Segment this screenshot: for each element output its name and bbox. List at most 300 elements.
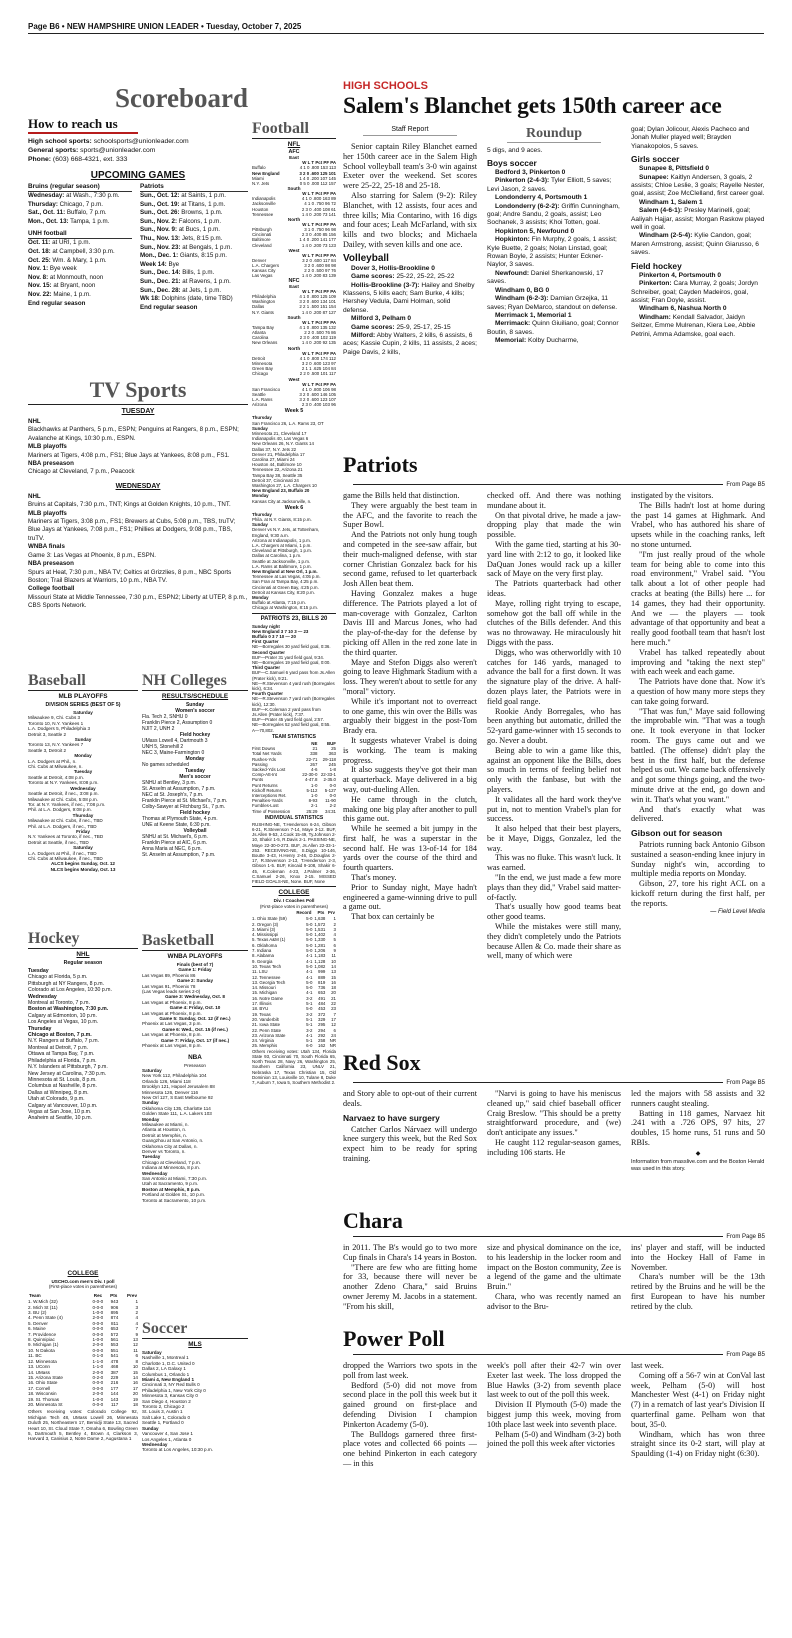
mls-line: Nashville 1, Montreal 1: [142, 1355, 189, 1361]
table-cell: Rushes-Yds: [252, 756, 276, 762]
standings-col-head: W L T Pct PF PA: [302, 381, 336, 387]
table-cell: 8-93: [308, 798, 318, 804]
patriots-game: Sun., Oct. 26: Browns, 1 p.m.: [140, 209, 223, 217]
table-cell: 18: [132, 1401, 138, 1407]
baseball-line: Seattle at Detroit, 4:08 p.m.: [28, 774, 84, 780]
table-cell: 2-0-0: [92, 1315, 104, 1321]
table-cell: 20. Minnesota St: [28, 1401, 63, 1407]
wnba-line: Game 2: Sunday: [177, 978, 213, 984]
standings-col-head: W L T Pct PF PA: [302, 160, 336, 166]
table-cell: 5-1: [306, 1001, 313, 1007]
mls-line: St. Louis 3, Austin 1: [142, 1409, 183, 1415]
nh-college-line: St. Anselm at Assumption, 7 p.m.: [142, 786, 216, 792]
baseball-line: ALCS begins Sunday, Oct. 12: [51, 861, 115, 867]
box-line: BUF—Prater 31 yard field goal, 9:34.: [252, 654, 324, 660]
scoreboard-title: Scoreboard: [115, 83, 248, 113]
volleyball-result: Milford 3, Pelham 0: [351, 315, 412, 323]
team-record: 3 2 0 .600 98 98: [304, 263, 336, 269]
team-name: N.Y. Jets: [252, 181, 270, 187]
team-name: Houston: [252, 206, 269, 212]
week5-line: Tampa Bay 38, Seattle 35: [252, 472, 303, 478]
baseball-line: N.Y. Yankees at Toronto, if nec., TBD: [28, 834, 104, 840]
nh-college-line: No games scheduled: [142, 762, 189, 768]
table-cell: 229: [110, 1374, 119, 1380]
team-name: Pittsburgh: [252, 227, 272, 233]
high-schools-section: [343, 80, 765, 480]
table-cell: 9: [135, 1331, 138, 1337]
story-paragraph: It validates all the hard work they've put in, not to mention Vrabel's plan for success.: [487, 794, 621, 824]
table-cell: 20: [331, 990, 336, 996]
nh-college-line: NEC at St. Joseph's, 7 p.m.: [142, 792, 204, 798]
lede-2: Also starring for Salem (9-2): Riley Blanchet, with 12 assists, four aces and three kills; Mia Contarino, with 16 digs and four aces; Leah McFarland, with six kills and two blocks; and Michaela Dailey, with seven kills and one ace.: [343, 190, 477, 249]
redsox-col1: [343, 1089, 477, 1109]
table-cell: 5-0: [306, 937, 313, 943]
basketball-column: [142, 932, 248, 1312]
mls-line: Miami 4, New England 1: [142, 1377, 195, 1383]
story-paragraph: Diggs, who was otherworldly with 10 catches for 146 yards, managed to advance the ball for a first down. It was the signature play of the drive. A half-dozen plays later, the Patriots were in field goal range.: [487, 647, 621, 706]
girls-soccer-results: [631, 165, 765, 257]
table-cell: 6-0: [306, 1043, 313, 1049]
table-cell: 9: [333, 948, 336, 954]
bruins-game: Wednesday: at Wash., 7:30 p.m.: [28, 192, 120, 199]
table-cell: 22-71: [306, 756, 318, 762]
baseball-line: Detroit 3, Seattle 2: [28, 731, 67, 737]
team-name: N.Y. Giants: [252, 309, 274, 315]
week5-line: Kansas City at Jacksonville, n.: [252, 498, 312, 504]
nba-line: Portland at Golden St., 10 p.m.: [142, 1192, 206, 1198]
team-record: 4 1 0 .800 106 98: [301, 386, 336, 392]
hockey-list: [28, 968, 138, 1122]
table-cell: 16. Ohio State: [28, 1380, 58, 1386]
story-paragraph: Patriots running back Antonio Gibson sustained a season-ending knee injury in Sunday night's win, according to multiple media reports on Monday.: [631, 840, 765, 879]
table-cell: 7. Indiana: [252, 948, 272, 954]
table-cell: 2: [333, 921, 336, 927]
table-cell: Interceptions Ret.: [252, 792, 287, 798]
division-label: West: [288, 247, 300, 253]
story-paragraph: Having Gonzalez makes a huge difference. The Patriots played a lot of man-coverage with Gonzalez, Carlton Davis III and Marcus Jones, who had the play-of-the-day for the defense by picking off Allen in the red zone late in the third quarter.: [343, 588, 477, 657]
story-paragraph: week's poll after their 42-7 win over Exeter last week. The loss dropped the Blue Hawks (3-2) from seventh place last week to out of the poll this week.: [487, 1361, 621, 1400]
week5-line: Tennessee 22, Arizona 21: [252, 467, 303, 473]
week6-list: [252, 512, 336, 611]
table-row: [28, 1402, 138, 1407]
diamond-divider: ◆: [695, 1150, 701, 1157]
baseball-line: Milwaukee at Chi. Cubs, if nec., TBD: [28, 818, 103, 824]
table-cell: Penalties-Yards: [252, 798, 283, 804]
story-paragraph: That's money.: [351, 873, 397, 883]
team-record: 3 2 0 .600 117 84: [302, 257, 336, 263]
nh-colleges-column: [142, 672, 248, 928]
team-name: Denver: [252, 257, 267, 263]
table-cell: 0-0-0: [92, 1380, 104, 1386]
table-cell: 4: [135, 1315, 138, 1321]
nh-college-line: Anna Maria at NEC, 6 p.m.: [142, 846, 202, 852]
story-paragraph: Chara, who was recently named an advisor to the Bru-: [487, 1291, 621, 1311]
baseball-title: Baseball: [28, 672, 86, 689]
field-hockey-head: Field hockey: [631, 260, 682, 271]
boys-soccer-result: Merrimack: Quinn Giuiliano, goal; Connor Boutin, 8 saves.: [487, 320, 619, 336]
story-paragraph: On that pivotal drive, he made a jaw-dropping play that made the win possible.: [487, 510, 621, 540]
patriots-col2: [487, 491, 621, 961]
team-record: 3 2 0 .600 134 101: [299, 299, 336, 305]
nh-colleges-title: NH Colleges: [142, 672, 227, 689]
tv-listing: MLB playoffs: [28, 443, 67, 451]
power-col3: [631, 1361, 765, 1469]
table-cell: 551: [110, 1347, 119, 1353]
table-cell: 736: [318, 985, 326, 991]
narvaez-head: Narvaez to have surgery: [343, 1112, 440, 1123]
patriots-from-page: From Page B5: [343, 482, 765, 488]
table-cell: 1,183: [314, 953, 326, 959]
nba-line: Indiana at Minnesota, 8 p.m.: [142, 1165, 200, 1171]
week6-line: Cleveland at Pittsburgh, 1 p.m.: [252, 548, 313, 554]
unh-game: Nov. 22: Maine, 1 p.m.: [28, 290, 91, 298]
table-cell: 5-0: [306, 963, 313, 969]
table-cell: 20. Vanderbilt: [252, 1016, 279, 1022]
table-cell: Punts: [252, 777, 264, 783]
nba-line: Boston at Memphis, 8 p.m.: [142, 1186, 201, 1192]
hockey-line: Philadelphia at Florida, 7 p.m.: [28, 1057, 97, 1064]
redsox-story: [343, 1050, 765, 1210]
table-cell: 3: [333, 926, 336, 932]
table-cell: 17. Illinois: [252, 1001, 272, 1007]
team-record: 4 1 0 .800 135 132: [299, 324, 336, 330]
week6-line: Tennessee at Las Vegas, 4:05 p.m.: [252, 574, 321, 580]
page-header: Page B6 • NEW HAMPSHIRE UNION LEADER • Tuesday, October 7, 2025: [28, 22, 764, 34]
table-cell: 2-35.0: [323, 777, 336, 783]
tv-wednesday-label: WEDNESDAY: [115, 482, 161, 490]
power-poll-story: [343, 1326, 765, 1470]
nfl-standings: [252, 150, 336, 407]
wnba-line: Las Vegas 89, Phoenix 86: [142, 972, 196, 978]
division-label: North: [287, 345, 301, 351]
team-name: Chicago: [252, 371, 269, 377]
table-cell: 294: [318, 1027, 326, 1033]
table-cell: 21: [312, 746, 318, 752]
table-cell: 6: [333, 942, 336, 948]
boys-soccer-results: [487, 169, 621, 346]
nba-sub2: Preseason: [184, 1062, 206, 1068]
table-cell: 5-0: [306, 979, 313, 985]
team-name: New Orleans: [252, 340, 278, 346]
baseball-column: [28, 672, 138, 927]
week5-line: Sunday: [252, 425, 268, 431]
table-cell: 5-0: [306, 932, 313, 938]
table-cell: 3-2: [306, 1027, 313, 1033]
table-cell: 8. Alabama: [252, 953, 274, 959]
boys-soccer-result: Bedford 3, Pinkerton 0: [495, 169, 566, 176]
hockey-line: Los Angeles at Vegas, 10 p.m.: [28, 1019, 99, 1026]
team-record: 2 3 0 .400 108 61: [301, 206, 336, 212]
nba-line: Sunday: [142, 1100, 159, 1106]
girls-soccer-result: Windham (2-5-4): Kylie Candon, goal; Maren Armstrong, assist; Quinn Giarusso, 6 saves.: [631, 232, 759, 257]
table-cell: 1. W.Mich (32): [28, 1299, 58, 1305]
unh-schedule: [28, 239, 132, 308]
tv-listing: MLB playoffs: [28, 509, 67, 517]
nba-line: Saturday: [142, 1067, 162, 1073]
table-cell: 11: [133, 1347, 138, 1353]
team-name: Arizona: [252, 402, 267, 408]
table-cell: 16: [331, 979, 336, 985]
table-cell: 387: [110, 1369, 119, 1375]
college-hockey-table: [28, 1292, 138, 1408]
table-cell: 653: [110, 1326, 119, 1332]
table-cell: 0-0: [329, 792, 336, 798]
wnba-line: Las Vegas 91, Phoenix 78: [142, 983, 196, 989]
baseball-line: Milwaukee 9, Chi. Cubs 3: [28, 715, 81, 721]
story-paragraph: Gibson, 27, tore his right ACL on a kickoff return during the first half, per the reports.: [631, 879, 765, 908]
football-title: Football: [252, 120, 309, 137]
week5-line: Dallas 37, N.Y. Jets 22: [252, 446, 297, 452]
box-line: NE—R.Stevenson 7 yard rush (Borregales kick), 12:30.: [252, 696, 335, 707]
table-cell: 24: [331, 1032, 336, 1038]
box-line: NE—Borregales 52 yard field goal, 0:55.: [252, 722, 331, 728]
table-cell: 267: [310, 761, 318, 767]
roundup-top: 5 digs, and 9 aces.: [487, 147, 543, 154]
bruins-game: Thursday: Chicago, 7 p.m.: [28, 200, 103, 208]
nh-college-line: Franklin Pierce at St. Michael's, 7 p.m.: [142, 798, 228, 804]
team-record: 3 2 0 .600 123 107: [299, 396, 336, 402]
contact-line: Phone: (603) 668-4321, ext. 333: [28, 156, 128, 163]
nh-college-line: Sunday: [185, 702, 205, 708]
wnba-line: (Las Vegas leads series 2-0): [142, 989, 201, 995]
table-cell: 25: [331, 746, 336, 752]
redsox-col3: [631, 1089, 765, 1148]
table-cell: 0-0-0: [92, 1304, 104, 1310]
table-cell: 6. Oklahoma: [252, 942, 277, 948]
table-cell: 1-8: [329, 766, 336, 772]
week6-line: Arizona at Indianapolis, 1 p.m.: [252, 537, 312, 543]
story-paragraph: And the Patriots not only hung tough and competed in the see-saw affair, but their much-maligned defense, with star corner Christian Gonzalez back for his second game, refused to let quarterback Josh Allen beat them.: [343, 530, 477, 589]
team-record: 2 2 0 .500 97 76: [304, 268, 336, 274]
redsox-head: Red Sox: [343, 1050, 421, 1075]
mls-line: Saturday: [142, 1350, 162, 1355]
table-cell: 0-0-0: [92, 1320, 104, 1326]
team-record: 2 2 1 .500 151 154: [299, 304, 336, 310]
wnba-line: Game 5: Sunday, Oct. 12 (if nec.): [159, 1016, 231, 1022]
chara-col3: [631, 1243, 765, 1312]
high-schools-headline: Salem's Blanchet gets 150th career ace: [343, 93, 722, 119]
table-cell: 1-0: [311, 782, 318, 788]
table-cell: 7. Providence: [28, 1331, 57, 1337]
table-cell: 653: [318, 990, 326, 996]
team-name: Philadelphia: [252, 294, 276, 300]
nh-college-line: UNE at Keene State, 6:30 p.m.: [142, 822, 211, 828]
baseball-line: Chi. Cubs at Milwaukee, if nec., TBD: [28, 855, 103, 861]
week5-line: Monday: [252, 493, 269, 499]
table-cell: 3. BU (2): [28, 1310, 47, 1316]
college-hockey-column: [28, 1268, 138, 1608]
hockey-column: [28, 930, 138, 1260]
table-cell: 9. Georgia: [252, 958, 273, 964]
unh-heading: UNH football: [28, 230, 132, 239]
baseball-line: Sunday: [74, 737, 92, 743]
table-cell: 1-1-0: [92, 1364, 104, 1370]
coaches-poll-others: Others receiving votes: Utah 134, Florida State 93, Cincinnati 70, South Florida 65, North Texas 28, Navy 26, Washington 25, Southern California 23, UNLV 21, Nebraska 17, Texas Christian 15, Old Dominion 13, Louisville 10, Tulane 8, Duke 7, Auburn 7, Iowa 5, Southern Methodist 2.: [252, 1048, 336, 1085]
nh-college-line: Franklin Pierce 2, Assumption 0: [142, 720, 213, 726]
table-cell: 1-1-0: [92, 1358, 104, 1364]
coaches-poll-sub: (First-place votes in parentheses): [259, 903, 329, 909]
table-cell: 329: [318, 1016, 326, 1022]
chara-from-page: From Page B5: [343, 1234, 765, 1240]
team-name: Green Bay: [252, 366, 273, 372]
division-label: North: [287, 217, 301, 223]
table-cell: 292: [318, 1032, 326, 1038]
story-paragraph: in 2011. The B's would go to two more Cup finals in Chara's 14 years in Boston.: [343, 1243, 477, 1262]
mls-line: Toronto at Los Angeles, 10:30 p.m.: [142, 1447, 213, 1453]
table-cell: 15: [132, 1369, 138, 1375]
hockey-sub: NHL: [76, 951, 90, 958]
team-name: Buffalo: [252, 165, 266, 171]
story-paragraph: and Story able to opt-out of their current deals.: [343, 1089, 477, 1108]
box-line: BUF—C.Samuel 6 yard pass from Js.Allen (Prater kick), 9:21.: [252, 670, 335, 681]
field-hockey-result: Windham: Kendall Salvador, Jaidyn Seitzer, Emme Mulrenan, Kiera Lee, Abbie Petrini, Amma Adamske, goal each.: [631, 313, 756, 338]
week6-line: Thursday: [252, 511, 272, 517]
table-cell: 3. Miami (3): [252, 926, 276, 932]
bruins-game: Mon., Oct. 13: Tampa, 1 p.m.: [28, 217, 110, 225]
table-cell: 0-0-0: [92, 1299, 104, 1305]
table-cell: 14: [132, 1374, 138, 1380]
box-line: BUF—K.Coleman 2 yard pass from Js.Allen (Prater kick), 7:37.: [252, 706, 321, 718]
chara-col2: [487, 1243, 621, 1312]
table-cell: 5-1: [306, 1038, 313, 1044]
nba-line: Utah at Sacramento, 9 p.m.: [142, 1181, 199, 1187]
hockey-title: Hockey: [28, 930, 80, 947]
wnba-line: Phoenix at Las Vegas, 8 p.m.: [142, 1043, 202, 1049]
patriots-game: Week 14: Bye: [140, 260, 180, 268]
story-paragraph: "Narvi is going to have his meniscus cleaned up," said chief baseball officer Craig Breslow. "This should be a pretty straightforward procedure, and (we) don't anticipate any issues.": [487, 1089, 621, 1138]
table-cell: 22-30-0: [302, 772, 318, 778]
table-cell: 8. Quinnipiac: [28, 1337, 55, 1343]
story-paragraph: Maye, rolling right trying to escape, somehow got the ball off while in the clutches of the Bills defender. And this was no throwaway. He miraculously hit Diggs with the pass.: [487, 598, 621, 647]
boys-soccer-result: Merrimack 1, Memorial 1: [495, 311, 572, 319]
table-cell: 0-0: [329, 782, 336, 788]
table-cell: 0-0-0: [92, 1385, 104, 1391]
nba-line: Denver vs Toronto, n.: [142, 1149, 186, 1154]
week6-line: Detroit at Kansas City, 8:20 p.m.: [252, 589, 315, 595]
table-cell: 1,572: [314, 921, 326, 927]
field-hockey-results: [631, 272, 765, 339]
team-record: 2 2 0 .500 76 86: [304, 330, 336, 336]
story-paragraph: "In the end, we just made a few more plays than they did," Vrabel said matter-of-factly.: [487, 873, 621, 902]
table-cell: 4-1: [306, 974, 313, 980]
table-cell: 0-0-0: [92, 1331, 104, 1337]
table-cell: 11-90: [325, 798, 336, 804]
nba-line: Atlanta at Houston, n.: [142, 1127, 187, 1133]
table-cell: 2. Mich St (11): [28, 1304, 58, 1310]
box-line: NE—Borregales 19 yard field goal, 0:00.: [252, 660, 331, 666]
story-paragraph: game the Bills held that distinction.: [343, 491, 460, 500]
college-football-label: COLLEGE: [278, 889, 310, 897]
patriots-game: Thu., Nov. 13: Jets, 8:15 p.m.: [140, 234, 223, 242]
story-paragraph: This was no fluke. This wasn't luck. It was earned.: [487, 853, 621, 873]
tv-listing: NHL: [28, 418, 41, 425]
mls-sub: MLS: [188, 1341, 202, 1348]
table-cell: 295: [318, 1022, 326, 1028]
baseball-line: Phil. at L.A. Dodgers, 9:08 p.m.: [28, 807, 92, 813]
table-cell: 16. Notre Dame: [252, 995, 283, 1001]
wnba-list: [142, 962, 248, 1049]
box-line: Third Quarter: [252, 665, 281, 671]
table-cell: 23: [331, 1006, 336, 1012]
tv-listing: Missouri State at Middle Tennessee, 7:30 p.m., ESPN2; Liberty at UTEP, 8 p.m., CBS Sports Network.: [28, 593, 248, 610]
boys-soccer-result: Londonderry 4, Portsmouth 1: [495, 194, 588, 202]
conference-label: NFC: [288, 277, 300, 284]
unh-game: Nov. 8: at Monmouth, noon: [28, 273, 104, 281]
week5-line: Minnesota 21, Cleveland 17: [252, 430, 307, 436]
boys-soccer-result: Windham (6-2-3): Damian Grzejka, 11 saves; Ryan DeMarco, standout on defense.: [487, 295, 618, 311]
week6-line: Buffalo at Atlanta, 7:15 p.m.: [252, 600, 306, 606]
baseball-line: Chi. Cubs at Milwaukee, n.: [28, 764, 83, 770]
tv-listing: Chicago at Cleveland, 7 p.m., Peacock: [28, 468, 135, 476]
table-cell: 216: [110, 1380, 119, 1386]
table-cell: NR: [329, 1043, 336, 1049]
table-cell: 1,128: [314, 958, 326, 964]
table-cell: 12: [331, 1022, 336, 1028]
week6-line: Seattle at Jacksonville, 1 p.m.: [252, 558, 311, 564]
standings-row: [252, 402, 336, 407]
table-cell: 18: [331, 985, 336, 991]
story-paragraph: That box can certainly be: [351, 912, 435, 922]
baseball-line: Seattle at Detroit, if nec., 3:08 p.m.: [28, 791, 99, 797]
tv-tuesday-label: TUESDAY: [121, 408, 155, 415]
baseball-line: L.A. Dodgers at Phil., if nec., TBD: [28, 850, 97, 856]
baseball-line: Monday: [74, 753, 92, 759]
patriots-col3: [631, 491, 765, 824]
table-cell: 2-2: [329, 803, 336, 809]
baseball-line: Milwaukee at Chi. Cubs, 5:08 p.m.: [28, 796, 98, 802]
team-record: 4 1 0 .800 125 109: [299, 294, 336, 300]
team-record: 3 2 0 .600 146 105: [299, 391, 336, 397]
baseball-line: Saturday: [73, 845, 93, 851]
table-cell: 10: [331, 958, 336, 964]
girls-soccer-result: Sunapee: Kaitlyn Andersen, 3 goals, 2 assists; Chloe Leslie, 3 goals; Rayelle Nester, goal, assist; Zoe McClelland, first career goal.: [631, 173, 765, 198]
week6-line: Phila. at N.Y. Giants, 8:15 p.m.: [252, 516, 312, 522]
table-cell: 5-0: [306, 985, 313, 991]
hockey-line: Columbus at Nashville, 8 p.m.: [28, 1083, 97, 1090]
baseball-line: L.A. Dodgers at Phil., n.: [28, 758, 77, 764]
tv-listing: NBA preseason: [28, 560, 74, 568]
girls-soccer-head: Girls soccer: [631, 154, 680, 165]
basketball-title: Basketball: [142, 932, 215, 949]
redsox-col2: [487, 1089, 621, 1173]
table-cell: 12: [132, 1342, 138, 1348]
contact-line: General sports: sports@unionleader.com: [28, 147, 156, 154]
story-paragraph: dropped the Warriors two spots in the poll from last week.: [343, 1361, 477, 1380]
team-record: 4 1 0 .750 96 72: [304, 201, 336, 207]
soccer-title: Soccer: [142, 1320, 188, 1337]
table-cell: 258: [318, 1038, 326, 1044]
nba-line: Brooklyn 121, Hapoel Jerusalem 88: [142, 1084, 215, 1090]
table-cell: 1-0-0: [92, 1396, 104, 1402]
wnba-line: Game 4: Friday, Oct. 10: [169, 1005, 221, 1011]
volleyball-head: Volleyball: [343, 252, 389, 264]
mls-line: Toronto 2, Chicago 2: [142, 1404, 185, 1410]
week5-line: Carolina 27, Miami 24: [252, 456, 295, 462]
table-cell: 5-112: [306, 787, 318, 793]
mls-line: Wednesday: [142, 1441, 168, 1447]
power-col2: [487, 1361, 621, 1469]
team-stats-table: [252, 741, 336, 814]
patriots-game: Sun., Oct. 19: at Titans, 1 p.m.: [140, 200, 226, 208]
patriots-game: Sun., Dec. 21: at Ravens, 1 p.m.: [140, 277, 231, 285]
story-paragraph: checked off. And there was nothing mundane about it.: [487, 491, 621, 510]
table-cell: 4-1: [306, 1032, 313, 1038]
story-paragraph: The Patriots quarterback had other ideas.: [487, 579, 621, 598]
box-line: Sunday night: [252, 623, 280, 629]
table-header: [252, 909, 292, 916]
table-cell: 13: [331, 969, 336, 975]
hockey-line: Montreal at Toronto, 7 p.m.: [28, 1000, 90, 1007]
